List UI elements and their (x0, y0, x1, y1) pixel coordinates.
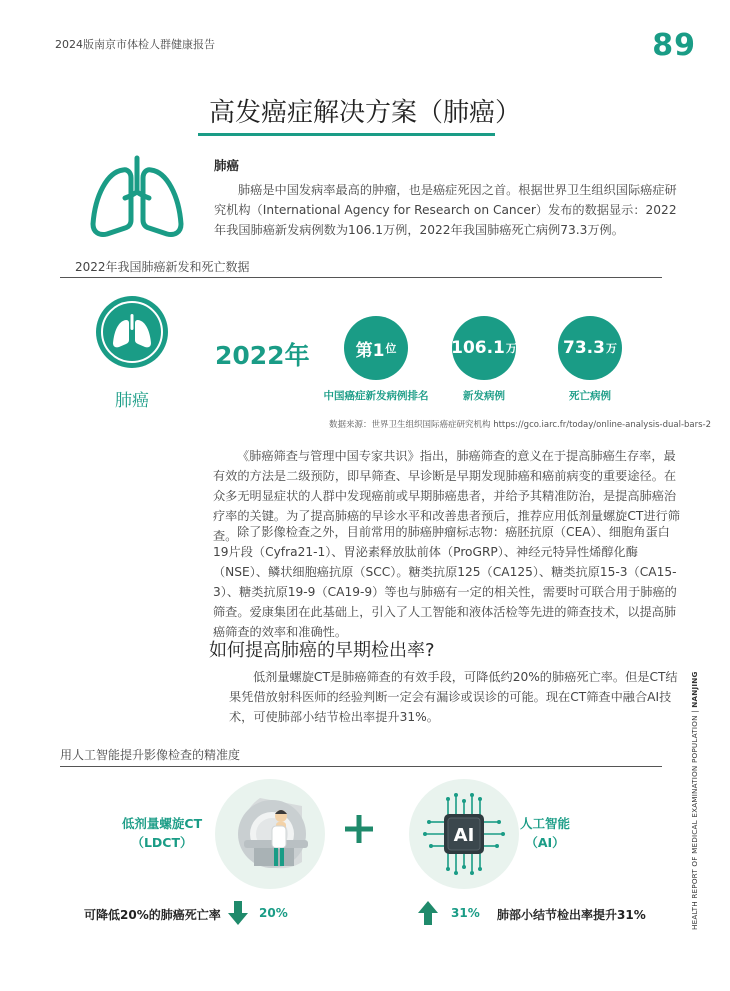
page-number: 89 (652, 28, 696, 63)
side-running-text (690, 671, 699, 930)
stat-deaths-value: 73.3 (563, 338, 605, 358)
stat-rank-label: 中国癌症新发病例排名 (323, 390, 429, 402)
ai-label-line1: 人工智能 (519, 816, 570, 831)
stat-rank-unit: 位 (385, 342, 397, 355)
down-arrow-icon (228, 901, 248, 925)
section-divider (60, 766, 662, 767)
stat-new-cases-label: 新发病例 (463, 390, 505, 402)
stat-rank-value: 第1 (355, 340, 385, 361)
data-section-label: 2022年我国肺癌新发和死亡数据 (75, 260, 250, 274)
ldct-label (112, 814, 212, 852)
stat-new-cases-unit: 万 (505, 342, 517, 355)
side-text-main: HEALTH REPORT OF MEDICAL EXAMINATION POPULATION (690, 715, 699, 930)
stat-rank-circle (344, 316, 408, 380)
stat-new-cases-circle (452, 316, 516, 380)
mortality-reduction-percent: 20% (259, 906, 288, 920)
lung-cancer-label: 肺癌 (115, 391, 149, 411)
intro-paragraph: 肺癌是中国发病率最高的肿瘤，也是癌症死因之首。根据世界卫生组织国际癌症研究机构（International Agency for Research on Cancer）发布的数据显示：2022年我国肺癌新发病例数为106.1万例，2022年我国肺癌死亡病例73.3万例。 (214, 183, 677, 237)
ai-label (500, 814, 590, 852)
ldct-label-line1: 低剂量螺旋CT (121, 816, 203, 831)
body-paragraph-3: 低剂量螺旋CT是肺癌筛查的有效手段，可降低约20%的肺癌死亡率。但是CT结果凭借放射科医师的经验判断一定会有漏诊或误诊的可能。现在CT筛查中融合AI技术，可使肺部小结节检出率提升31%。 (229, 670, 678, 724)
side-text-city: NANJING (690, 671, 699, 708)
report-title: 2024版南京市体检人群健康报告 (55, 38, 215, 51)
ai-label-line2: （AI） (525, 835, 565, 850)
side-text-separator: | (690, 710, 699, 713)
detection-increase-text: 肺部小结节检出率提升31% (497, 908, 646, 922)
section-divider (60, 277, 662, 278)
detection-increase-percent: 31% (451, 906, 480, 920)
mortality-reduction-text: 可降低20%的肺癌死亡率 (84, 908, 221, 922)
page-title: 高发癌症解决方案（肺癌） (208, 98, 521, 128)
lung-icon (87, 152, 187, 242)
plus-icon (343, 813, 375, 845)
up-arrow-icon (418, 901, 438, 925)
stat-deaths-unit: 万 (605, 342, 617, 355)
section-subheading: 如何提高肺癌的早期检出率? (209, 640, 435, 661)
stat-new-cases-value: 106.1 (451, 338, 505, 358)
body-paragraph-1: 《肺癌筛查与管理中国专家共识》指出，肺癌筛查的意义在于提高肺癌生存率，最有效的方法是二级预防，即早筛查、早诊断是早期发现肺癌和癌前病变的重要途径。在众多无明显症状的人群中发现癌前或早期肺癌患者，并给予其精准防治，是提高肺癌治疗率的关键。为了提高肺癌的早诊水平和改善患者预后，推荐应用低剂量螺旋CT进行筛查。 (213, 449, 680, 543)
ct-scanner-icon (214, 778, 326, 890)
title-underline (198, 133, 495, 136)
data-source: 数据来源：世界卫生组织国际癌症研究机构 https://gco.iarc.fr/today/online-analysis-dual-bars-2 (329, 420, 712, 430)
ai-chip-text: AI (453, 825, 475, 846)
year-label: 2022年 (215, 341, 310, 370)
lung-circle-icon (96, 296, 168, 368)
stat-deaths-circle (558, 316, 622, 380)
body-paragraph-2: 除了影像检查之外，目前常用的肺癌肿瘤标志物：癌胚抗原（CEA）、细胞角蛋白19片段（Cyfra21-1）、胃泌素释放肽前体（ProGRP）、神经元特异性烯醇化酶（NSE）、鳞状细胞癌抗原（SCC）。糖类抗原125（CA125）、糖类抗原15-3（CA15-3）、糖类抗原19-9（CA19-9）等也与肺癌有一定的相关性，需要时可联合用于肺癌的筛查。爱康集团在此基础上，引入了人工智能和液体活检等先进的筛查技术，以提高肺癌筛查的效率和准确性。 (213, 525, 677, 639)
intro-heading: 肺癌 (214, 158, 240, 173)
stat-deaths-label: 死亡病例 (569, 390, 611, 402)
ai-section-label: 用人工智能提升影像检查的精准度 (60, 748, 241, 762)
ldct-label-line2: （LDCT） (131, 835, 193, 850)
